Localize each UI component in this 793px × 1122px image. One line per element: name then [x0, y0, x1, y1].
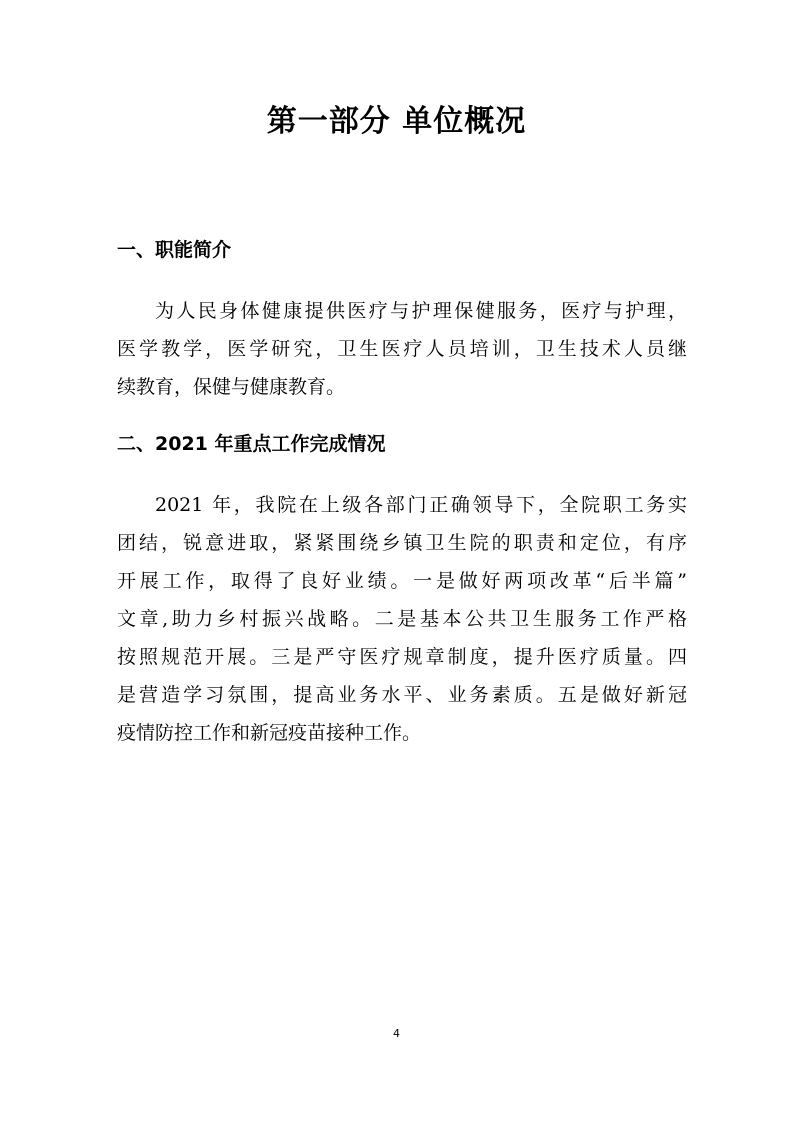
paragraph-line: 疫情防控工作和新冠疫苗接种工作。	[117, 722, 422, 744]
paragraph-line: 文章,助力乡村振兴战略。二是基本公共卫生服务工作严格	[117, 608, 687, 630]
paragraph-line: 是营造学习氛围，提高业务水平、业务素质。五是做好新冠	[117, 684, 687, 706]
page-title: 第一部分 单位概况	[266, 104, 527, 139]
section-heading-functions: 一、职能简介	[117, 239, 232, 261]
paragraph-line: 团结，锐意进取，紧紧围绕乡镇卫生院的职责和定位，有序	[117, 532, 687, 554]
paragraph-line: 按照规范开展。三是严守医疗规章制度，提升医疗质量。四	[117, 646, 687, 668]
paragraph-line: 2021 年，我院在上级各部门正确领导下，全院职工务实	[155, 494, 687, 516]
paragraph-line: 医学教学，医学研究，卫生医疗人员培训，卫生技术人员继	[117, 338, 687, 360]
section-heading-key-work: 二、2021 年重点工作完成情况	[117, 433, 386, 455]
paragraph-line: 续教育，保健与健康教育。	[117, 376, 346, 398]
functions-paragraph	[117, 292, 687, 406]
paragraph-line: 为人民身体健康提供医疗与护理保健服务，医疗与护理，	[155, 300, 687, 322]
key-work-paragraph	[117, 486, 687, 752]
page-number: 4	[393, 1027, 400, 1040]
paragraph-line: 开展工作，取得了良好业绩。一是做好两项改革“后半篇”	[117, 570, 687, 592]
